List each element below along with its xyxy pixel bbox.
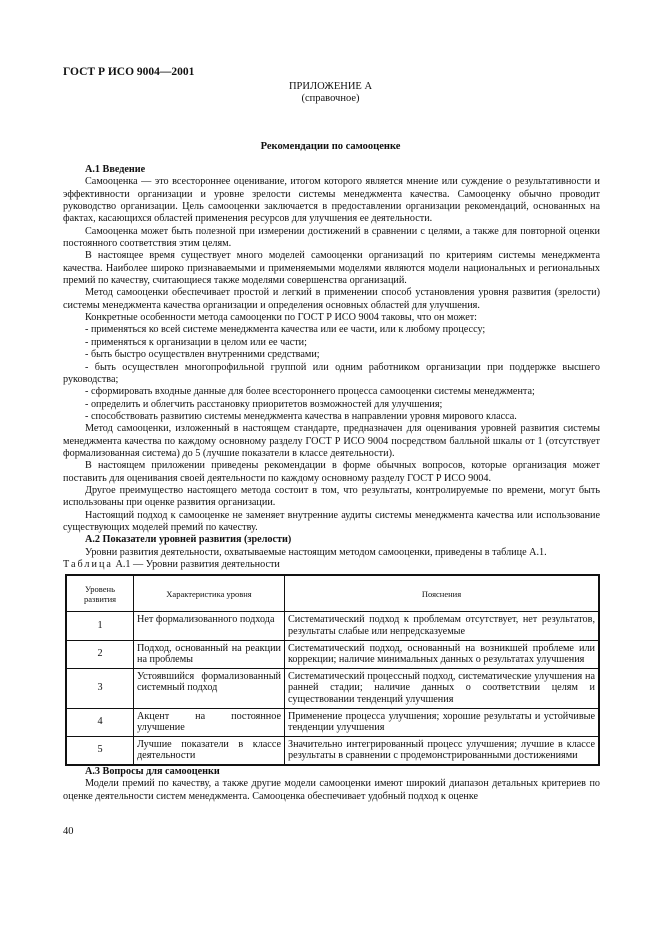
table-row [66, 708, 599, 736]
appendix-subtitle: (справочное) [301, 93, 360, 104]
level-cell: 2 [66, 640, 134, 668]
paragraph: В настоящее время существует много моделей самооценки организаций по критериям системы менеджмента качества. Наиболее широко признаваемыми и применяемыми моделями являются модели национальных и региональных премий по качеству, считающиеся также моделями совершенства организаций. [63, 250, 600, 287]
maturity-levels-table [65, 574, 600, 766]
column-header-explanation: Пояснения [285, 575, 600, 612]
appendix-heading: Рекомендации по самооценке [260, 141, 401, 152]
list-item: - применяться к организации в целом или ее части; [85, 336, 307, 348]
document-body [63, 164, 600, 803]
table-caption [63, 559, 600, 571]
characteristic-cell: Устоявшийся формализованный системный подход [134, 668, 285, 708]
list-item: - быть быстро осуществлен внутренними средствами; [85, 349, 320, 361]
paragraph: Другое преимущество настоящего метода состоит в том, что результаты, контролируемые по времени, могут быть использованы при оценке развития организации. [63, 484, 600, 509]
paragraph: Самооценка может быть полезной при измерении достижений в сравнении с целями, а также для повторной оценки постоянного соответствия этим целям. [63, 225, 600, 250]
table-header-row [66, 575, 599, 612]
paragraph: Самооценка — это всестороннее оценивание, итогом которого является мнение или суждение о результативности и эффективности организации и уровне зрелости системы менеджмента качества. Самооценку обычно проводит руководство организации. Цель самооценки заключается в предоставлении организации рекомендаций, основанных на фактах, касающихся областей применения ресурсов для улучшения ее деятельности. [63, 176, 600, 225]
list-item: - определить и облегчить расстановку приоритетов возможностей для улучшения; [85, 398, 443, 410]
paragraph: Конкретные особенности метода самооценки по ГОСТ Р ИСО 9004 таковы, что он может: [85, 312, 477, 324]
characteristic-cell: Нет формализованного подхода [134, 612, 285, 640]
characteristic-cell: Лучшие показатели в классе деятельности [134, 736, 285, 765]
list-item: - сформировать входные данные для более всестороннего процесса самооценки системы менеджмента; [85, 386, 535, 398]
table-caption-label: Таблица [63, 559, 113, 570]
section-a2-heading: А.2 Показатели уровней развития (зрелости) [85, 534, 292, 546]
page-number: 40 [63, 826, 74, 837]
document-standard-header: ГОСТ Р ИСО 9004—2001 [63, 66, 195, 78]
paragraph: Метод самооценки, изложенный в настоящем стандарте, предназначен для оценивания уровней развития системы менеджмента качества по каждому основному разделу ГОСТ Р ИСО 9004 посредством балльной шкалы от 1 (отсутствует формализованная система) до 5 (лучшие показатели в классе деятельности). [63, 423, 600, 459]
explanation-cell: Систематический подход к проблемам отсутствует, нет результатов, результаты слабые или непредсказуемые [285, 612, 600, 640]
table-row [66, 612, 599, 640]
explanation-cell: Систематический процессный подход, систематические улучшения на ранней стадии; наличие данных о соответствии целям и существовании тенденций улучшения [285, 668, 600, 708]
characteristic-cell: Подход, основанный на реакции на проблемы [134, 640, 285, 668]
column-header-level: Уровень развития [66, 575, 134, 612]
paragraph: Метод самооценки обеспечивает простой и легкий в применении способ установления уровня развития (зрелости) системы менеджмента качества организации и определения основных областей для улучшения. [63, 287, 600, 311]
paragraph: Модели премий по качеству, а также другие модели самооценки имеют широкий диапазон детальных критериев по оценке деятельности систем менеджмента. Самооценка обеспечивает удобный подход к оценке [63, 778, 600, 802]
appendix-title: ПРИЛОЖЕНИЕ А [288, 81, 373, 92]
column-header-characteristic: Характеристика уровня [134, 575, 285, 612]
list-item: - быть осуществлен многопрофильной группой или одним работником организации при поддержке высшего руководства; [63, 361, 600, 385]
level-cell: 4 [66, 708, 134, 736]
level-cell: 3 [66, 668, 134, 708]
list-item: - применяться ко всей системе менеджмента качества или ее части, или к любому процессу; [85, 324, 486, 336]
table-row [66, 668, 599, 708]
level-cell: 5 [66, 736, 134, 765]
explanation-cell: Применение процесса улучшения; хорошие результаты и устойчивые тенденции улучшения [285, 708, 600, 736]
characteristic-cell: Акцент на постоянное улучшение [134, 708, 285, 736]
table-caption-text: А.1 — Уровни развития деятельности [115, 559, 280, 570]
section-a3-heading: А.3 Вопросы для самооценки [85, 765, 220, 777]
section-a1-heading: А.1 Введение [85, 164, 146, 175]
table-row [66, 640, 599, 668]
paragraph: Настоящий подход к самооценке не заменяет внутренние аудиты системы менеджмента качества или использование существующих моделей премий по качеству. [63, 509, 600, 533]
level-cell: 1 [66, 612, 134, 640]
table-row [66, 736, 599, 765]
paragraph: В настоящем приложении приведены рекомендации в форме обычных вопросов, которые организация может поставить для оценивания своей деятельности по каждому основному разделу ГОСТ Р ИСО 9004. [63, 460, 600, 484]
list-item: - способствовать развитию системы менеджмента качества в направлении уровня мирового класса. [85, 410, 517, 422]
explanation-cell: Значительно интегрированный процесс улучшения; лучшие в классе результаты в сравнении с продемонстрированными достижениями [285, 736, 600, 765]
explanation-cell: Систематический подход, основанный на возникшей проблеме или коррекции; наличие минимальных данных о результатах улучшения [285, 640, 600, 668]
paragraph: Уровни развития деятельности, охватываемые настоящим методом самооценки, приведены в таблице А.1. [85, 546, 547, 558]
